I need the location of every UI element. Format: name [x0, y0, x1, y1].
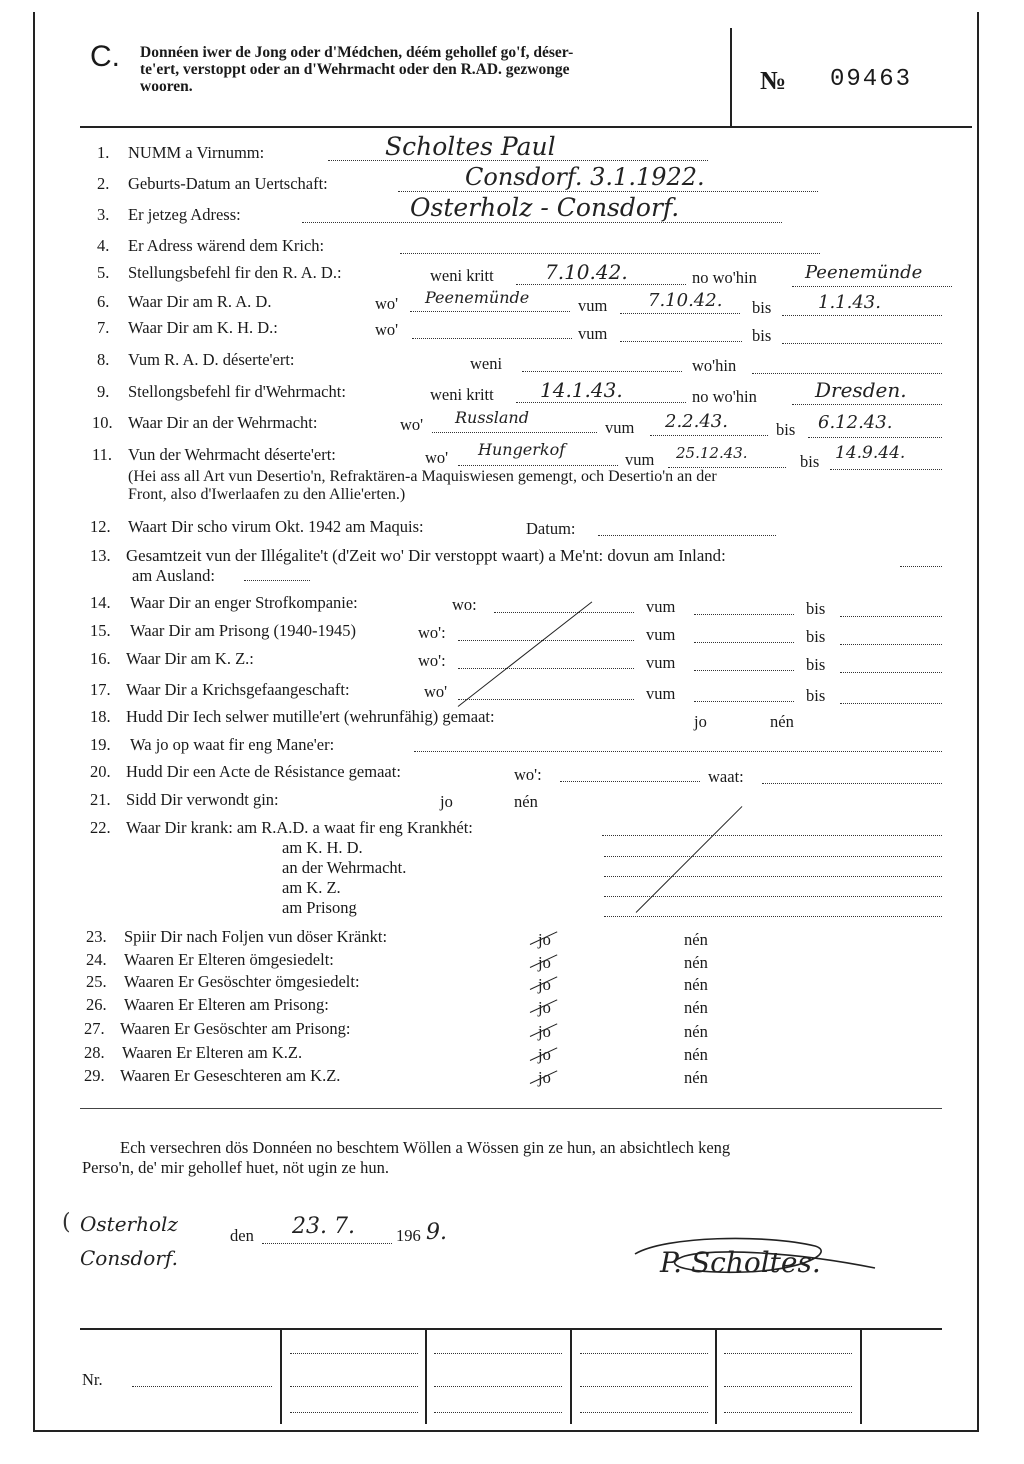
- row-number: 5.: [97, 263, 110, 282]
- section-letter: C.: [90, 40, 120, 73]
- field-line[interactable]: [516, 284, 686, 285]
- field-line[interactable]: [900, 566, 942, 567]
- field-label: Waar Dir a Krichsgefaangeschaft:: [126, 680, 350, 699]
- field-label: Stellongsbefehl fir d'Wehrmacht:: [128, 382, 346, 401]
- row-number: 1.: [97, 143, 110, 162]
- field-label: Hudd Dir een Acte de Résistance gemaat:: [126, 762, 401, 781]
- field-line[interactable]: [400, 253, 820, 254]
- row-number: 22.: [90, 818, 111, 837]
- handwritten-place: Dresden.: [815, 378, 907, 402]
- field-label: Waaren Er Elteren am K.Z.: [122, 1043, 303, 1062]
- field-line[interactable]: [516, 402, 686, 403]
- field-label: Gesamtzeit vun der Illégalite't (d'Zeit wo' Dir verstoppt waart) a Me'nt: dovun am Inland:: [126, 546, 726, 565]
- field-label: Hudd Dir Iech selwer mutille'ert (wehrunfähig) gemaat:: [126, 707, 495, 726]
- field-line[interactable]: [650, 435, 768, 436]
- left-brace: (: [62, 1210, 71, 1235]
- field-label: Sidd Dir verwondt gin:: [126, 790, 279, 809]
- handwritten-place: Consdorf.: [80, 1246, 178, 1270]
- table-cell-line[interactable]: [724, 1386, 852, 1387]
- section-divider: [80, 1108, 942, 1109]
- field-label: Waaren Er Elteren am Prisong:: [124, 995, 329, 1014]
- field-line[interactable]: [458, 640, 634, 641]
- field-line[interactable]: [522, 371, 682, 372]
- field-label: Waar Dir am K. H. D.:: [128, 318, 278, 337]
- field-label: Waar Dir am Prisong (1940-1945): [130, 621, 356, 640]
- field-line[interactable]: [398, 191, 818, 192]
- handwritten-date: 25.12.43.: [676, 444, 748, 462]
- den-label: den: [230, 1226, 254, 1245]
- handwritten-year: 9.: [426, 1220, 447, 1245]
- table-column-divider: [715, 1328, 717, 1424]
- field-line[interactable]: [762, 783, 942, 784]
- field-line[interactable]: [830, 469, 942, 470]
- row-number: 27.: [84, 1019, 105, 1038]
- field-label: Waar Dir an enger Strofkompanie:: [130, 593, 358, 612]
- field-line[interactable]: [840, 703, 942, 704]
- field-line[interactable]: [414, 751, 942, 752]
- field-line[interactable]: [792, 286, 952, 287]
- field-line[interactable]: [694, 670, 794, 671]
- row-number: 21.: [90, 790, 111, 809]
- row-number: 18.: [90, 707, 111, 726]
- bottom-table-rule: [80, 1328, 942, 1330]
- handwritten-place: Peenemünde: [805, 262, 923, 283]
- field-line[interactable]: [840, 672, 942, 673]
- handwritten-name: Scholtes Paul: [385, 132, 556, 161]
- field-line[interactable]: [560, 781, 700, 782]
- option-no[interactable]: nén: [684, 1022, 708, 1041]
- field-line[interactable]: [694, 642, 794, 643]
- field-line[interactable]: [694, 701, 794, 702]
- field-label: Stellungsbefehl fir den R. A. D.:: [128, 263, 342, 282]
- table-cell-line[interactable]: [434, 1412, 562, 1413]
- registration-form-page: C. Donnéen iwer de Jong oder d'Médchen, déém gehollef go'f, déser- te'ert, verstoppt oder an d'Wehrmacht oder den R.AD. gezwonge wooren. № 09463 1. NUMM a Virnumm: Scholtes Paul 2. Geburts-Datum an Uertschaft: Consdorf. 3.1.1922. 3. Er jetzeg Adress: Osterholz - Consdorf. 4. Er Adress wärend dem Krich: 5. Stellungsbefehl fir den R. A. D.: weni kritt 7.10.42. no wo'hin Peenemünde 6. Waar Dir am R. A. D. wo' Peenemünde vum 7.10.42. bis 1.1.43. 7. Waar Dir am K. H. D.: wo' vum bis 8. Vum R. A. D. déserte'ert: weni wo'hin 9. Stellongsbefehl fir d'Wehrmacht: weni kritt 14.1.43. no wo'hin Dresden. 10. Waar Dir an der Wehrmacht: wo' Russland vum 2.2.43. bis 6.12.43. 11. Vun der Wehrmacht déserte'ert: wo' Hungerkof vum 25.12.43. bis 14.9.44. (Hei ass all Art vun Desertio'n, Refraktären-a Maquiswiesen gemengt, och Desertio'n an der Front, also d'Iwerlaafen zu den Allie'erten.) 12. Waart Dir scho virum Okt. 1942 am Maquis: Datum: 13. Gesamtzeit vun der Illégalite't (d'Zeit wo' Dir verstoppt waart) a Me'nt: dovun am Inland: am Ausland: 14. Waar Dir an enger Strofkompanie: wo: vum bis 15. Waar Dir am Prisong (1940-1945) wo': vum bis 16. Waar Dir am K. Z.: wo': vum bis 17. Waar Dir a Krichsgefaangeschaft: wo' vum bis 18. Hudd Dir Iech selwer mutille'ert (wehrunfähig) gemaat: jo nén 19. Wa jo op waat fir eng Mane'er: 20. Hudd Dir een Acte de Résistance gemaat: wo': waat: 21. Sidd Dir verwondt gin: jo nén 22. Waar Dir krank: am R.A.D. a waat fir eng Krankhét: am K. H. D. an der Wehrmacht. am K. Z. am Prisong 23. Spiir Dir nach Foljen vun döser Kränkt: jo nén 24. Waaren Er Elteren ömgesiedelt: jo nén 25. Waaren Er Gesöschter ömgesiedelt: jo nén 26. Waaren Er Elteren am Prisong: jo nén 27. Waaren Er Gesöschter am Prisong: jo nén 28. Waaren Er Elteren am K.Z. jo nén 29. Waaren Er Geseschteren am K.Z. jo nén Ech versechren dös Donnéen no beschtem Wöllen a Wössen gin ze hun, an absichtlech keng Perso'n, de' mir gehollef huet, nöt ugin ze hun. ( Osterholz Consdorf. den 23. 7. 196 9. P. Scholtes. Nr.: [0, 0, 1024, 1464]
- field-line[interactable]: [458, 699, 634, 700]
- field-line[interactable]: [840, 616, 942, 617]
- option-yes[interactable]: jo: [440, 792, 453, 811]
- handwritten-address: Osterholz - Consdorf.: [410, 193, 680, 222]
- field-line[interactable]: [432, 432, 597, 433]
- option-yes[interactable]: jo: [694, 712, 707, 731]
- table-cell-line[interactable]: [290, 1412, 418, 1413]
- field-line[interactable]: [840, 644, 942, 645]
- option-yes[interactable]: jo: [538, 953, 551, 972]
- handwritten-place: Peenemünde: [425, 288, 530, 307]
- table-cell-line[interactable]: [290, 1353, 418, 1354]
- field-label: Waart Dir scho virum Okt. 1942 am Maquis:: [128, 517, 424, 536]
- field-line[interactable]: [604, 916, 942, 917]
- field-line[interactable]: [808, 437, 942, 438]
- option-yes[interactable]: jo: [538, 998, 551, 1017]
- option-no[interactable]: nén: [684, 953, 708, 972]
- row-number: 15.: [90, 621, 111, 640]
- field-label: Waaren Er Geseschteren am K.Z.: [120, 1066, 341, 1085]
- field-label-name: NUMM a Virnumm:: [128, 143, 265, 162]
- row-number: 10.: [92, 413, 113, 432]
- option-no[interactable]: nén: [770, 712, 794, 731]
- table-column-divider: [280, 1328, 282, 1424]
- field-label: Waar Dir am R. A. D.: [128, 292, 272, 311]
- field-line[interactable]: [244, 580, 310, 581]
- field-label: Waaren Er Gesöschter ömgesiedelt:: [124, 972, 360, 991]
- row11-note: Front, also d'Iwerlaafen zu den Allie'erten.): [128, 486, 406, 503]
- header-rule: [80, 126, 972, 128]
- form-number: 09463: [830, 66, 913, 93]
- row-number: 2.: [97, 174, 110, 193]
- field-label: Waar Dir am K. Z.:: [126, 649, 254, 668]
- field-label: Vum R. A. D. déserte'ert:: [128, 350, 295, 369]
- number-sign: №: [760, 66, 787, 95]
- field-line[interactable]: [494, 612, 634, 613]
- handwritten-date: 14.9.44.: [835, 443, 906, 463]
- date-line[interactable]: [262, 1243, 392, 1244]
- option-yes[interactable]: jo: [538, 1045, 551, 1064]
- field-label-address: Er jetzeg Adress:: [128, 205, 241, 224]
- signature: P. Scholtes.: [660, 1246, 821, 1279]
- field-label: Waar Dir krank: am R.A.D. a waat fir eng Krankhét:: [126, 818, 473, 837]
- option-no[interactable]: nén: [684, 975, 708, 994]
- header-divider: [730, 28, 732, 126]
- row-number: 20.: [90, 762, 111, 781]
- row-number: 12.: [90, 517, 111, 536]
- row-number: 25.: [86, 972, 107, 991]
- field-line[interactable]: [620, 313, 740, 314]
- handwritten-date: 6.12.43.: [818, 412, 893, 433]
- table-column-divider: [860, 1328, 862, 1424]
- nr-label: Nr.: [82, 1370, 103, 1389]
- option-no[interactable]: nén: [684, 998, 708, 1017]
- handwritten-birth: Consdorf. 3.1.1922.: [465, 163, 705, 191]
- row-number: 24.: [86, 950, 107, 969]
- field-line[interactable]: [458, 668, 634, 669]
- option-no[interactable]: nén: [684, 930, 708, 949]
- option-yes[interactable]: jo: [538, 1022, 551, 1041]
- form-title: Donnéen iwer de Jong oder d'Médchen, déém gehollef go'f, déser- te'ert, verstoppt oder an d'Wehrmacht oder den R.AD. gezwonge wooren.: [140, 44, 574, 95]
- field-line[interactable]: [752, 373, 942, 374]
- option-no[interactable]: nén: [684, 1045, 708, 1064]
- handwritten-place: Russland: [455, 408, 529, 427]
- option-yes[interactable]: jo: [538, 975, 551, 994]
- option-no[interactable]: nén: [514, 792, 538, 811]
- table-cell-line[interactable]: [724, 1412, 852, 1413]
- row-number: 23.: [86, 927, 107, 946]
- field-line[interactable]: [782, 315, 942, 316]
- handwritten-place: Hungerkof: [478, 440, 566, 459]
- table-cell-line[interactable]: [434, 1353, 562, 1354]
- field-label: Waaren Er Gesöschter am Prisong:: [120, 1019, 351, 1038]
- year-prefix: 196: [396, 1226, 421, 1245]
- row-number: 13.: [90, 546, 111, 565]
- field-label: Waar Dir an der Wehrmacht:: [128, 413, 318, 432]
- option-yes[interactable]: jo: [538, 930, 551, 949]
- handwritten-date: 23. 7.: [292, 1214, 355, 1239]
- row-number: 26.: [86, 995, 107, 1014]
- table-column-divider: [425, 1328, 427, 1424]
- declaration-text: Ech versechren dös Donnéen no beschtem Wöllen a Wössen gin ze hun, an absichtlech keng: [120, 1138, 731, 1157]
- row-number: 4.: [97, 236, 110, 255]
- row-number: 17.: [90, 680, 111, 699]
- field-line[interactable]: [782, 343, 942, 344]
- row-number: 7.: [97, 318, 110, 337]
- field-line[interactable]: [410, 311, 570, 312]
- field-label: Spiir Dir nach Foljen vun döser Kränkt:: [124, 927, 388, 946]
- handwritten-place: Osterholz: [80, 1212, 178, 1236]
- table-cell-line[interactable]: [580, 1353, 708, 1354]
- row-number: 14.: [90, 593, 111, 612]
- field-line[interactable]: [598, 535, 776, 536]
- row-number: 19.: [90, 735, 111, 754]
- row-number: 9.: [97, 382, 110, 401]
- handwritten-date: 7.10.42.: [648, 290, 723, 311]
- table-column-divider: [570, 1328, 572, 1424]
- handwritten-date: 14.1.43.: [540, 378, 623, 402]
- option-yes[interactable]: jo: [538, 1068, 551, 1087]
- handwritten-date: 7.10.42.: [545, 260, 628, 284]
- field-line[interactable]: [604, 876, 942, 877]
- field-line[interactable]: [412, 338, 572, 339]
- row-number: 28.: [84, 1043, 105, 1062]
- field-line[interactable]: [604, 856, 942, 857]
- handwritten-date: 1.1.43.: [818, 292, 881, 313]
- field-label: Waaren Er Elteren ömgesiedelt:: [124, 950, 334, 969]
- table-cell-line[interactable]: [580, 1386, 708, 1387]
- field-line[interactable]: [620, 341, 742, 342]
- field-line[interactable]: [792, 404, 942, 405]
- field-label: Vun der Wehrmacht déserte'ert:: [128, 445, 336, 464]
- table-cell-line[interactable]: [580, 1412, 708, 1413]
- field-label: Wa jo op waat fir eng Mane'er:: [130, 735, 335, 754]
- row11-note: (Hei ass all Art vun Desertio'n, Refraktären-a Maquiswiesen gemengt, och Desertio'n an der: [128, 468, 717, 485]
- declaration-text: Perso'n, de' mir gehollef huet, nöt ugin ze hun.: [82, 1158, 390, 1177]
- signature-flourish: [625, 1226, 915, 1286]
- handwritten-date: 2.2.43.: [665, 411, 728, 432]
- row-number: 3.: [97, 205, 110, 224]
- row-number: 8.: [97, 350, 110, 369]
- field-line[interactable]: [694, 614, 794, 615]
- row-number: 16.: [90, 649, 111, 668]
- nr-field[interactable]: [132, 1386, 272, 1387]
- field-line[interactable]: [602, 835, 942, 836]
- field-line[interactable]: [302, 222, 782, 223]
- table-cell-line[interactable]: [434, 1386, 562, 1387]
- row-number: 6.: [97, 292, 110, 311]
- field-line[interactable]: [458, 465, 618, 466]
- table-cell-line[interactable]: [290, 1386, 418, 1387]
- row-number: 29.: [84, 1066, 105, 1085]
- field-line[interactable]: [604, 896, 942, 897]
- field-label-birth: Geburts-Datum an Uertschaft:: [128, 174, 328, 193]
- row-number: 11.: [92, 445, 113, 464]
- option-no[interactable]: nén: [684, 1068, 708, 1087]
- table-cell-line[interactable]: [724, 1353, 852, 1354]
- field-label-war-address: Er Adress wärend dem Krich:: [128, 236, 325, 255]
